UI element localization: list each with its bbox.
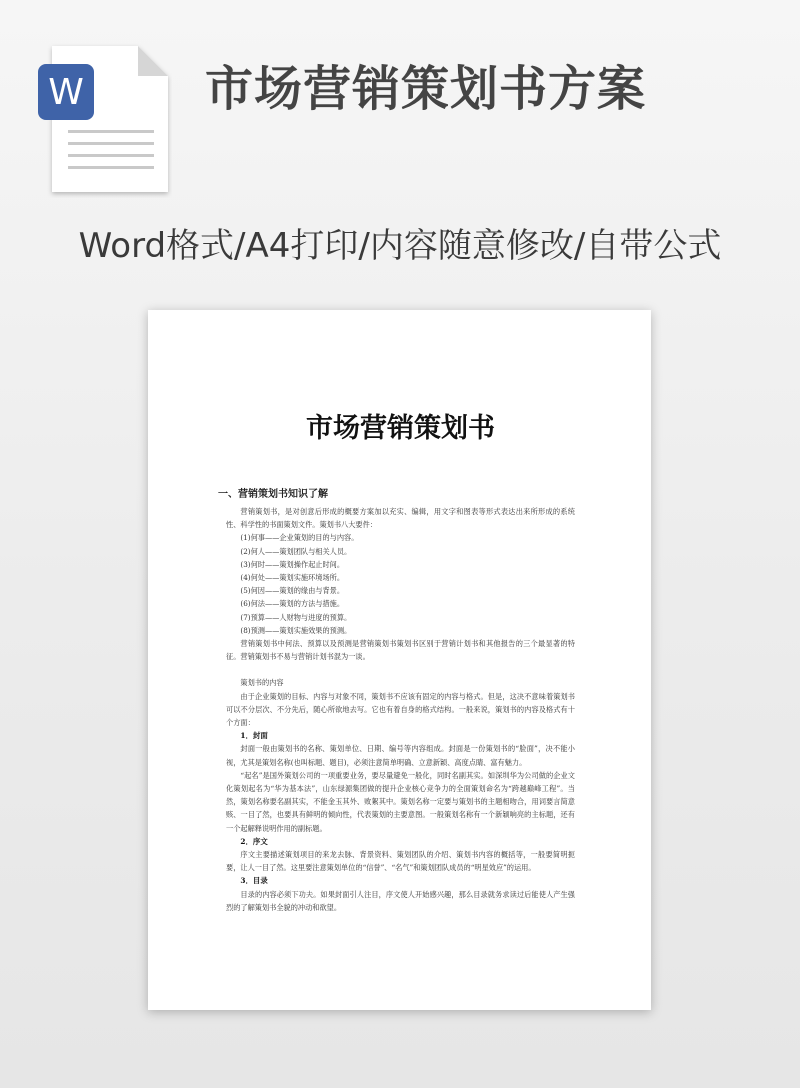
paragraph: 由于企业策划的目标、内容与对象不同，策划书不应该有固定的内容与格式。但是，这决不意味着策划书可以不分层次、不分先后，随心所欲地去写。它也有着自身的格式结构。一般来说，策划书的内容及格式有十个方面： bbox=[226, 691, 575, 728]
paragraph: 营销策划书中何法、预算以及预测是营销策划书策划书区别于营销计划书和其他报告的三个最显著的特征。营销策划书不易与营销计划书混为一谈。 bbox=[226, 639, 575, 662]
list-item: (1)何事——企业策划的目的与内容。 bbox=[240, 533, 359, 543]
paragraph: 序文主要描述策划项目的来龙去脉、背景资料、策划团队的介绍、策划书内容的概括等，一般要简明扼要，让人一目了然。这里要注意策划单位的“信誉”、“名气”和策划团队成员的“明星效应”的运用。 bbox=[226, 850, 575, 873]
numbered-heading: 2．序文 bbox=[240, 836, 268, 846]
list-item: (7)预算——人财物与进度的预算。 bbox=[240, 612, 352, 622]
document-preview bbox=[148, 310, 651, 1010]
paragraph: 营销策划书，是对创意后形成的概要方案加以充实、编辑，用文字和图表等形式表达出来所形成的系统性、科学性的书面策划文件。策划书八大要件： bbox=[226, 507, 575, 530]
numbered-heading: 1．封面 bbox=[240, 731, 268, 741]
word-letter: W bbox=[48, 72, 84, 113]
paragraph: 封面一般由策划书的名称、策划单位、日期、编号等内容组成。封面是一份策划书的“脸面”，决不能小视，尤其是策划名称(也叫标题、题目)，必须注意简单明确、立意新颖、高度点睛、富有魅力。 bbox=[226, 744, 575, 767]
word-document-icon bbox=[38, 42, 172, 198]
document-title: 市场营销策划书 bbox=[306, 413, 495, 444]
numbered-heading: 3．目录 bbox=[240, 876, 268, 886]
list-item: (4)何处——策划实施环境场所。 bbox=[240, 573, 345, 583]
list-item: (2)何人——策划团队与相关人员。 bbox=[240, 546, 352, 556]
list-item: (8)预测——策划实施效果的预测。 bbox=[240, 625, 352, 635]
list-item: (3)何时——策划操作起止时间。 bbox=[240, 559, 345, 569]
paragraph: 目录的内容必须下功夫。如果封面引人注目，序文使人开始感兴趣，那么目录就务求读过后能使人产生强烈的了解策划书全貌的冲动和欲望。 bbox=[226, 889, 575, 912]
section-heading: 一、营销策划书知识了解 bbox=[218, 489, 328, 500]
list-item: (5)何因——策划的缘由与背景。 bbox=[240, 586, 345, 596]
subsection-heading: 策划书的内容 bbox=[240, 678, 284, 688]
page-subtitle: Word格式/A4打印/内容随意修改/自带公式 bbox=[78, 226, 722, 266]
page-title: 市场营销策划书方案 bbox=[205, 61, 647, 117]
paragraph: “起名”是国外策划公司的一项重要业务，要尽量避免一般化，同时名副其实。如深圳华为公司做的企业文化策划起名为“华为基本法”，山东绿源集团做的提升企业核心竞争力的全面策划命名为“跨越巅峰工程”。当然，策划名称要名副其实，不能金玉其外、败絮其中。策划名称一定要与策划书的主题相吻合，用词要言简意赅、一目了然，也要具有鲜明的倾向性，代表策划的主要意图。一般策划名称有一个新颖响亮的主标题，还有一个起解释说明作用的副标题。 bbox=[226, 770, 575, 833]
list-item: (6)何法——策划的方法与措施。 bbox=[240, 599, 345, 609]
